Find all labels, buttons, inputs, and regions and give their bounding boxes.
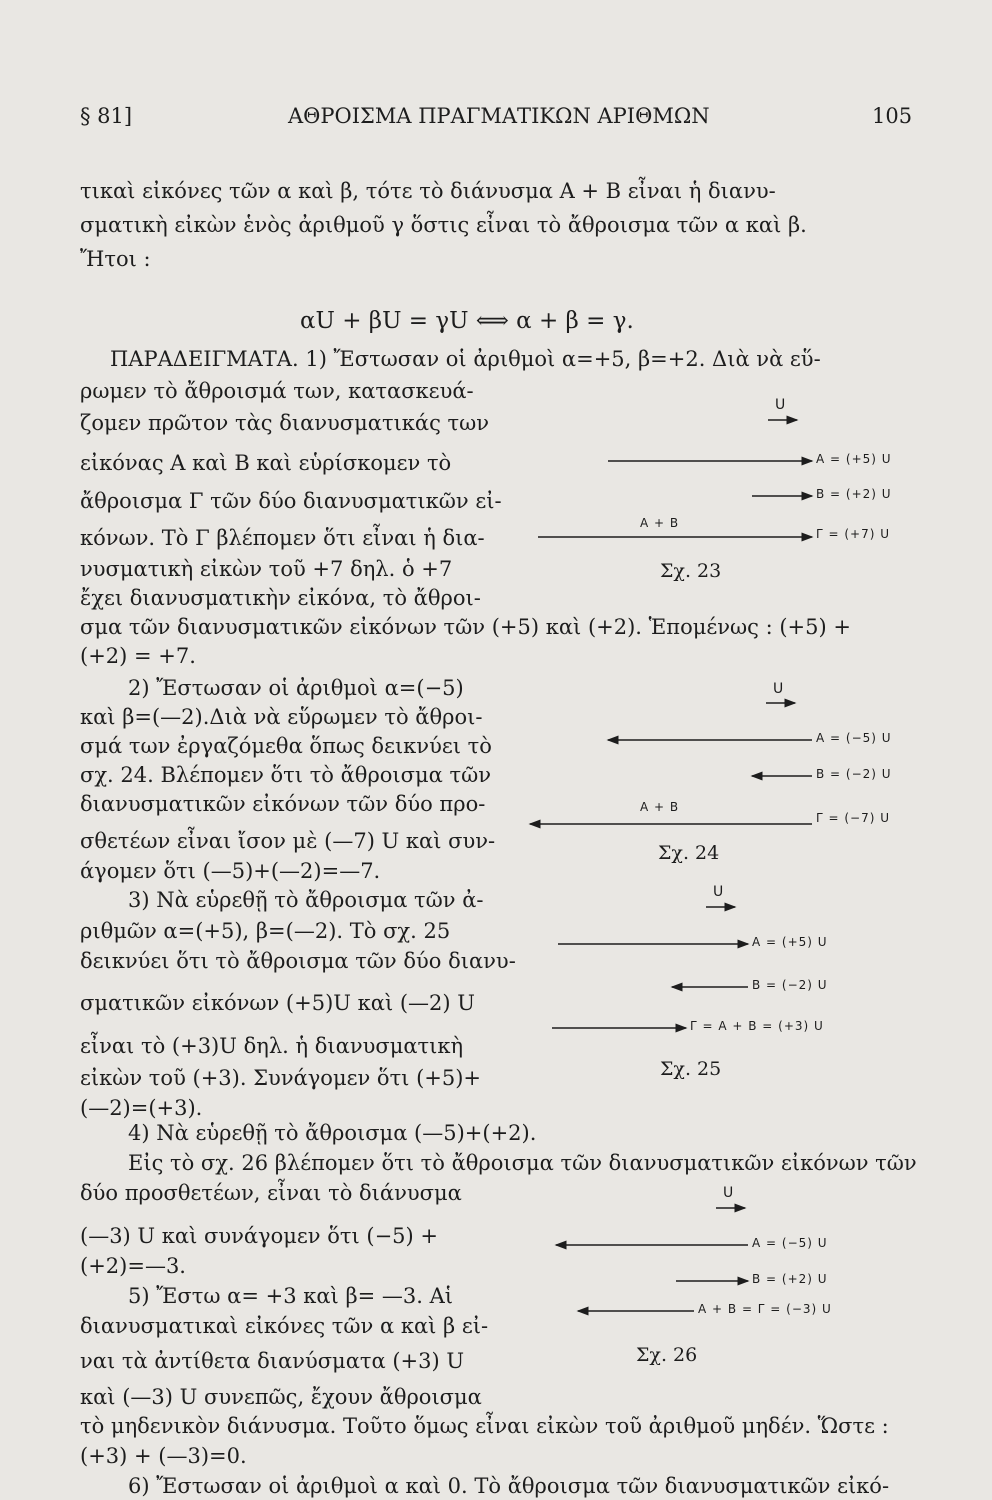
text-line: τικαὶ εἰκόνες τῶν α καὶ β, τότε τὸ διάνυσμα A + B εἶναι ἡ διανυ- (80, 179, 776, 203)
sum-label: A + B (640, 516, 680, 530)
text-line: 5) Ἔστω α= +3 καὶ β= —3. Αἱ (128, 1284, 453, 1308)
figure-25-drawing (552, 907, 748, 1028)
running-title: ΑΘΡΟΙΣΜΑ ΠΡΑΓΜΑΤΙΚΩΝ ΑΡΙΘΜΩΝ (288, 104, 710, 128)
text-line: καὶ β=(—2).Διὰ νὰ εὕρωμεν τὸ ἄθροι- (80, 705, 483, 729)
text-line: τὸ μηδενικὸν διάνυσμα. Τοῦτο ὅμως εἶναι εἰκὼν τοῦ ἀριθμοῦ μηδέν. Ὥστε : (80, 1414, 889, 1438)
text-line: σματικῶν εἰκόνων (+5)U καὶ (—2) U (80, 991, 475, 1015)
vector-label-b: B = (−2) U (752, 978, 828, 992)
figure-caption: Σχ. 24 (658, 842, 720, 864)
text-line: σθετέων εἶναι ἴσον μὲ (—7) U καὶ συν- (80, 829, 496, 853)
text-line: 6) Ἔστωσαν οἱ ἀριθμοὶ α καὶ 0. Τὸ ἄθροισμα τῶν διανυσματικῶν εἰκό- (128, 1474, 890, 1498)
unit-u-label: U (775, 397, 787, 413)
text-line: (—2)=(+3). (80, 1096, 203, 1120)
text-line: (+3) + (—3)=0. (80, 1444, 247, 1468)
figure-26-drawing (556, 1208, 748, 1311)
vector-label-a: A = (−5) U (752, 1236, 828, 1250)
figure-caption: Σχ. 23 (660, 560, 722, 582)
text-line: ζομεν πρῶτον τὰς διανυσματικάς των (80, 411, 490, 435)
vector-label-b: B = (+2) U (816, 487, 892, 501)
vector-label-gamma: Γ = (−7) U (816, 811, 891, 825)
text-line: (—3) U καὶ συνάγομεν ὅτι (−5) + (80, 1224, 439, 1248)
vector-label-gamma: Γ = A + B = (+3) U (690, 1019, 824, 1033)
text-line: εἶναι τὸ (+3)U δηλ. ἡ διανυσματικὴ (80, 1034, 464, 1058)
text-line: διανυσματικαὶ εἰκόνες τῶν α καὶ β εἰ- (80, 1314, 489, 1338)
formula: αU + βU = γU ⟺ α + β = γ. (300, 308, 634, 334)
text-line: ναι τὰ ἀντίθετα διανύσματα (+3) U (80, 1349, 465, 1373)
text-line: εἰκόνας A καὶ B καὶ εὑρίσκομεν τὸ (80, 451, 452, 475)
vector-label-b: B = (−2) U (816, 767, 892, 781)
figure-caption: Σχ. 25 (660, 1058, 722, 1080)
text-line: ρωμεν τὸ ἄθροισμά των, κατασκευά- (80, 379, 474, 403)
text-line: Ἤτοι : (80, 247, 151, 271)
text-line: ἔχει διανυσματικὴν εἰκόνα, τὸ ἄθροι- (80, 586, 481, 610)
text-line: (+2)=—3. (80, 1254, 186, 1278)
text-line: καὶ (—3) U συνεπῶς, ἔχουν ἄθροισμα (80, 1385, 482, 1409)
text-line: ΠΑΡΑΔΕΙΓΜΑΤΑ. 1) Ἔστωσαν οἱ ἀριθμοὶ α=+5, β=+2. Διὰ νὰ εὕ- (110, 347, 821, 371)
text-line: εἰκὼν τοῦ (+3). Συνάγομεν ὅτι (+5)+ (80, 1066, 482, 1090)
text-line: Εἰς τὸ σχ. 26 βλέπομεν ὅτι τὸ ἄθροισμα τῶν διανυσματικῶν εἰκόνων τῶν (128, 1151, 917, 1175)
vector-label-b: B = (+2) U (752, 1272, 828, 1286)
sum-label: A + B (640, 800, 680, 814)
vector-label-gamma: A + B = Γ = (−3) U (698, 1302, 832, 1316)
text-line: δεικνύει ὅτι τὸ ἄθροισμα τῶν δύο διανυ- (80, 949, 516, 973)
text-line: κόνων. Τὸ Γ βλέπομεν ὅτι εἶναι ἡ δια- (80, 526, 485, 550)
text-line: σχ. 24. Βλέπομεν ὅτι τὸ ἄθροισμα τῶν (80, 763, 492, 787)
text-line: άγομεν ὅτι (—5)+(—2)=—7. (80, 859, 381, 883)
unit-u-label: U (773, 681, 785, 697)
vector-label-gamma: Γ = (+7) U (816, 527, 891, 541)
text-line: ριθμῶν α=(+5), β=(—2). Τὸ σχ. 25 (80, 919, 451, 943)
text-line: νυσματικὴ εἰκὼν τοῦ +7 δηλ. ὁ +7 (80, 557, 453, 581)
figure-caption: Σχ. 26 (636, 1344, 698, 1366)
text-line: 3) Νὰ εὑρεθῇ τὸ ἄθροισμα τῶν ἀ- (128, 888, 484, 912)
unit-u-label: U (713, 884, 725, 900)
unit-u-label: U (723, 1185, 735, 1201)
text-line: σμά των ἐργαζόμεθα ὅπως δεικνύει τὸ (80, 734, 492, 758)
text-line: διανυσματικῶν εἰκόνων τῶν δύο προ- (80, 792, 486, 816)
vector-label-a: A = (−5) U (816, 731, 892, 745)
text-line: 4) Νὰ εὑρεθῇ τὸ ἄθροισμα (—5)+(+2). (128, 1121, 537, 1145)
text-line: 2) Ἔστωσαν οἱ ἀριθμοὶ α=(−5) (128, 676, 464, 700)
text-line: (+2) = +7. (80, 644, 196, 668)
vector-label-a: A = (+5) U (816, 452, 892, 466)
page-number: 105 (872, 104, 913, 128)
text-line: ἄθροισμα Γ τῶν δύο διανυσματικῶν εἰ- (80, 489, 502, 513)
text-line: δύο προσθετέων, εἶναι τὸ διάνυσμα (80, 1181, 462, 1205)
vector-label-a: A = (+5) U (752, 935, 828, 949)
text-line: σμα τῶν διανυσματικῶν εἰκόνων τῶν (+5) καὶ (+2). Ἑπομένως : (+5) + (80, 615, 851, 639)
text-line: σματικὴ εἰκὼν ἑνὸς ἀριθμοῦ γ ὅστις εἶναι τὸ ἄθροισμα τῶν α καὶ β. (80, 213, 807, 237)
section-number: § 81] (80, 104, 133, 128)
